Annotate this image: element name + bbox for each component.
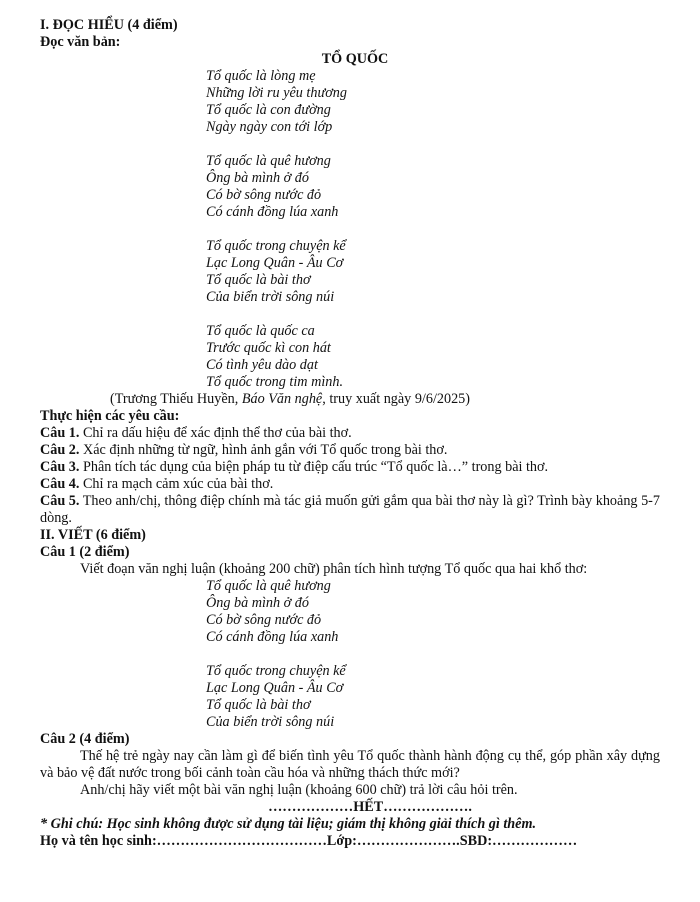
exam-note: * Ghi chú: Học sinh không được sử dụng tài liệu; giám thị không giải thích gì thêm. xyxy=(40,816,537,832)
name-blank[interactable]: ……………………………… xyxy=(156,833,327,849)
question-text: Chỉ ra mạch cảm xúc của bài thơ. xyxy=(79,476,274,492)
citation-source: Báo Văn nghệ xyxy=(241,391,323,407)
sbd-blank[interactable]: ……………… xyxy=(492,833,578,849)
poem-line: Tổ quốc là lòng mẹ xyxy=(206,68,316,84)
poem-line: Ông bà mình ở đó xyxy=(206,595,309,611)
question-4 xyxy=(40,476,660,493)
question-text: Theo anh/chị, thông điệp chính mà tác giả muốn gửi gắm qua bài thơ này là gì? Trình bày khoảng 5-7 dòng. xyxy=(40,493,660,526)
poem-line: Tổ quốc trong chuyện kể xyxy=(206,663,346,679)
poem-line: Có tình yêu dào dạt xyxy=(206,357,318,373)
poem-title: TỔ QUỐC xyxy=(321,51,389,67)
question-3 xyxy=(40,459,660,476)
poem-line: Tổ quốc là con đường xyxy=(206,102,331,118)
poem-line: Tổ quốc là bài thơ xyxy=(206,697,311,713)
poem-stanza-2 xyxy=(206,153,660,221)
reading-instruction: Đọc văn bản: xyxy=(40,34,121,50)
poem-line: Những lời ru yêu thương xyxy=(206,85,347,101)
poem-line: Lạc Long Quân - Âu Cơ xyxy=(206,680,344,696)
poem-line: Tổ quốc trong tim mình. xyxy=(206,374,344,390)
poem-stanza-3 xyxy=(206,238,660,306)
poem-line: Của biển trời sông núi xyxy=(206,289,335,305)
poem-line: Có cánh đồng lúa xanh xyxy=(206,204,339,220)
excerpt-stanza-1 xyxy=(206,578,660,646)
poem-line: Có cánh đồng lúa xanh xyxy=(206,629,339,645)
poem-stanza-1 xyxy=(206,68,660,136)
excerpt-poem xyxy=(206,578,660,731)
exam-page xyxy=(40,17,660,850)
writing-q2-text: Thế hệ trẻ ngày nay cần làm gì để biến tình yêu Tổ quốc thành hành động cụ thể, góp phần xây dựng và bảo vệ đất nước trong bối cảnh toàn cầu hóa và những thách thức mới? xyxy=(40,748,660,781)
poem-stanza-4 xyxy=(206,323,660,391)
writing-q1-heading: Câu 1 (2 điểm) xyxy=(40,544,130,560)
question-text: Phân tích tác dụng của biện pháp tu từ điệp cấu trúc “Tổ quốc là…” trong bài thơ. xyxy=(79,459,549,475)
poem-line: Có bờ sông nước đỏ xyxy=(206,187,322,203)
poem-line: Ngày ngày con tới lớp xyxy=(206,119,333,135)
poem-line: Ông bà mình ở đó xyxy=(206,170,309,186)
question-text: Chỉ ra dấu hiệu để xác định thể thơ của bài thơ. xyxy=(79,425,352,441)
part2-heading: II. VIẾT (6 điểm) xyxy=(40,527,146,543)
poem-line: Tổ quốc là quê hương xyxy=(206,153,331,169)
poem-line: Lạc Long Quân - Âu Cơ xyxy=(206,255,344,271)
poem-line: Tổ quốc là bài thơ xyxy=(206,272,311,288)
poem-line: Của biển trời sông núi xyxy=(206,714,335,730)
part1-heading: I. ĐỌC HIỂU (4 điểm) xyxy=(40,17,178,33)
writing-q2-heading: Câu 2 (4 điểm) xyxy=(40,731,130,747)
question-text: Xác định những từ ngữ, hình ảnh gắn với Tổ quốc trong bài thơ. xyxy=(79,442,448,458)
question-label: Câu 5. xyxy=(40,493,80,509)
writing-q1-text: Viết đoạn văn nghị luận (khoảng 200 chữ) phân tích hình tượng Tổ quốc qua hai khổ thơ: xyxy=(80,561,588,577)
student-info-line xyxy=(40,833,660,850)
poem-line: Tổ quốc là quốc ca xyxy=(206,323,315,339)
question-label: Câu 4. xyxy=(40,476,80,492)
excerpt-stanza-2 xyxy=(206,663,660,731)
question-label: Câu 3. xyxy=(40,459,80,475)
question-label: Câu 2. xyxy=(40,442,80,458)
name-label: Họ và tên học sinh: xyxy=(40,833,157,849)
sbd-label: SBD: xyxy=(459,833,493,849)
citation-date: , truy xuất ngày 9/6/2025) xyxy=(322,391,470,407)
question-2 xyxy=(40,442,660,459)
writing-q2-task: Anh/chị hãy viết một bài văn nghị luận (khoảng 600 chữ) trả lời câu hỏi trên. xyxy=(80,782,518,798)
poem-line: Trước quốc kì con hát xyxy=(206,340,331,356)
tasks-heading: Thực hiện các yêu cầu: xyxy=(40,408,180,424)
poem-line: Tổ quốc là quê hương xyxy=(206,578,331,594)
question-1 xyxy=(40,425,660,442)
poem xyxy=(206,68,660,391)
poem-line: Tổ quốc trong chuyện kể xyxy=(206,238,346,254)
question-label: Câu 1. xyxy=(40,425,80,441)
poem-line: Có bờ sông nước đỏ xyxy=(206,612,322,628)
end-marker: ………………HẾT………………. xyxy=(268,799,472,815)
citation-author: (Trương Thiếu Huyền, xyxy=(110,391,242,407)
class-blank[interactable]: …………………. xyxy=(356,833,460,849)
class-label: Lớp: xyxy=(326,833,357,849)
question-5 xyxy=(40,493,660,527)
poem-citation xyxy=(110,391,660,408)
